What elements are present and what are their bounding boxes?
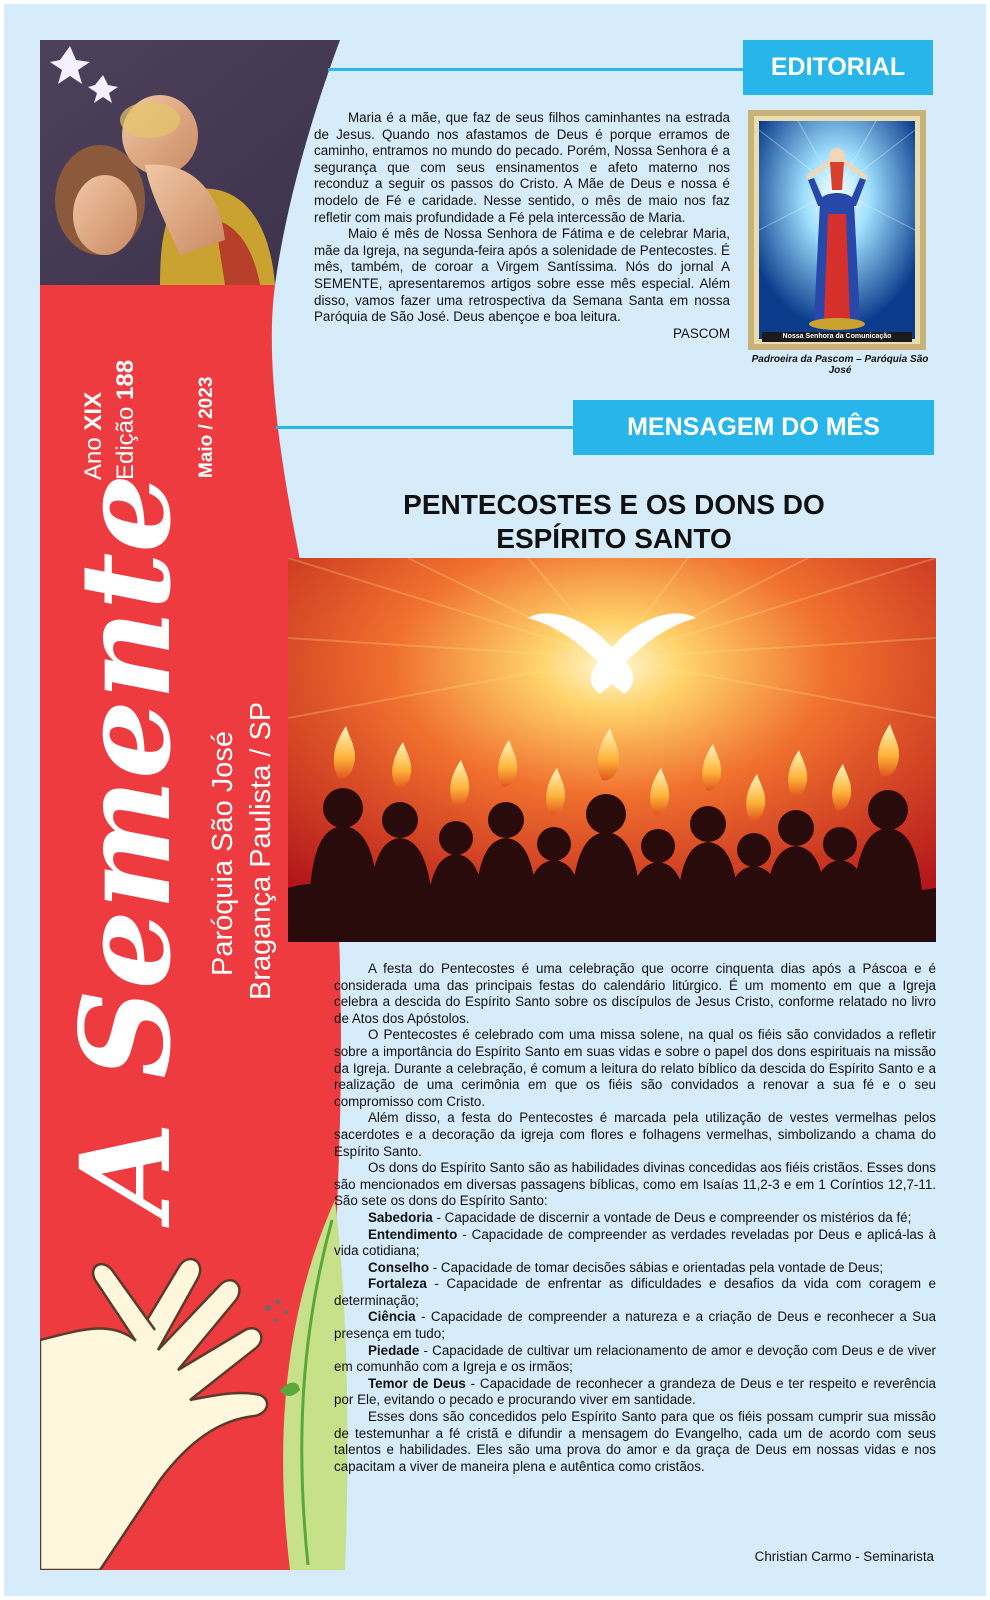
gift-description: - Capacidade de reconhecer a grandeza de Deus e ter respeito e reverência por Ele, evitando o pecado e procurando viver em santidade. bbox=[334, 1375, 936, 1408]
image-caption: Padroeira da Pascom – Paróquia São José bbox=[751, 354, 929, 376]
gift-item bbox=[334, 1276, 936, 1309]
editorial-paragraph: Maria é a mãe, que faz de seus filhos caminhantes na estrada de Jesus. Quando nos afastamos de Deus é porque erramos de caminho, entramos no mundo do pecado. Porém, Nossa Senhora é a segurança que com seus ensinamentos e afeto materno nos reconduz a seguir os passos do Cristo. A Mãe de Deus e nossa é modelo de Fé e caridade. Nesse sentido, o mês de maio nos faz refletir com mais profundidade a Fé pela intercessão de Maria. bbox=[314, 110, 730, 225]
image-label: Nossa Senhora da Comunicação bbox=[782, 333, 892, 340]
year-value: XIX bbox=[80, 391, 107, 431]
article-author: Christian Carmo - Seminarista bbox=[754, 1549, 934, 1564]
our-lady-image bbox=[748, 110, 926, 350]
gift-description: - Capacidade de discernir a vontade de Deus e compreender os mistérios da fé; bbox=[432, 1209, 912, 1225]
article-paragraph: O Pentecostes é celebrado com uma missa solene, na qual os fiéis são convidados a refletir sobre a importância do Espírito Santo em suas vidas e sobre o papel dos dons espirituais na missão da Igreja. Durante a celebração, é comum a leitura do relato bíblico da descida do Espírito Santo e a realização de uma cerimônia em que os fiéis são convidados a renovar a sua fé e o seu compromisso com Cristo. bbox=[334, 1027, 936, 1109]
gift-name: Entendimento bbox=[368, 1226, 458, 1242]
gift-item bbox=[334, 1376, 936, 1409]
edition-prefix: Edição bbox=[112, 406, 139, 480]
gift-description: - Capacidade de compreender a natureza e a criação de Deus e reconhecer a Sua presença em tudo; bbox=[334, 1309, 936, 1342]
article-title bbox=[284, 488, 944, 556]
gift-name: Temor de Deus bbox=[368, 1375, 466, 1391]
article-title-line: PENTECOSTES E OS DONS DO bbox=[403, 489, 825, 520]
article-body bbox=[334, 961, 936, 1475]
editorial-header: EDITORIAL bbox=[743, 40, 933, 95]
gift-name: Piedade bbox=[368, 1342, 420, 1358]
gift-name: Conselho bbox=[368, 1259, 430, 1275]
edition-label bbox=[112, 360, 140, 480]
article-paragraph: Os dons do Espírito Santo são as habilidades divinas concedidas aos fiéis cristãos. Esses dons são mencionados em diversas passagens bíblicas, como em Isaías 11,2-3 e em 1 Coríntios 12,7-11. São sete os dons do Espírito Santo: bbox=[334, 1160, 936, 1209]
pentecost-artwork bbox=[288, 558, 936, 942]
gift-description: - Capacidade de cultivar um relacionamento de amor e devoção com Deus e de viver em comunhão com a Igreja e os irmãos; bbox=[334, 1342, 936, 1375]
gift-item bbox=[334, 1260, 936, 1277]
our-lady-artwork bbox=[748, 110, 926, 350]
editorial-signature: PASCOM bbox=[672, 325, 730, 341]
newspaper-page bbox=[4, 4, 986, 1596]
editorial-text bbox=[314, 110, 730, 342]
gift-name: Ciência bbox=[368, 1309, 416, 1325]
gift-name: Sabedoria bbox=[368, 1209, 433, 1225]
editorial-paragraph: Maio é mês de Nossa Senhora de Fátima e de celebrar Maria, mãe da Igreja, na segunda-feira após a solenidade de Pentecostes. É mês, também, de coroar a Virgem Santíssima. Nós do jornal A SEMENTE, apresentaremos artigos sobre esse mês especial. Além disso, vamos fazer uma retrospectiva da Semana Santa em nossa Paróquia de São José. Deus abençoe e boa leitura. bbox=[314, 226, 730, 325]
gift-item bbox=[334, 1227, 936, 1260]
newspaper-title: A Semente bbox=[54, 473, 199, 1218]
gift-description: - Capacidade de compreender as verdades reveladas por Deus e aplicá-las à vida cotidiana; bbox=[334, 1226, 936, 1259]
parish-name: Paróquia São José bbox=[207, 730, 239, 976]
gift-item bbox=[334, 1309, 936, 1342]
gift-item bbox=[334, 1343, 936, 1376]
mensagem-rule bbox=[276, 426, 576, 429]
pentecost-illustration bbox=[288, 558, 936, 942]
article-closing: Esses dons são concedidos pelo Espírito Santo para que os fiéis possam cumprir sua missão de testemunhar a fé cristã e difundir a mensagem do Evangelho, cada um de acordo com seus talentos e habilidades. Eles são uma prova do amor e da graça de Deus em nossas vidas e nos capacitam a viver de maneira plena e autêntica como cristãos. bbox=[334, 1409, 936, 1474]
editorial-rule bbox=[328, 68, 748, 71]
gift-description: - Capacidade de tomar decisões sábias e orientadas pela vontade de Deus; bbox=[429, 1259, 884, 1275]
edition-value: 188 bbox=[112, 359, 139, 400]
parish-city: Bragança Paulista / SP bbox=[245, 701, 277, 1000]
article-paragraph: Além disso, a festa do Pentecostes é marcada pela utilização de vestes vermelhas pelos sacerdotes e a decoração da igreja com flores e folhagens vermelhas, simbolizando a chama do Espírito Santo. bbox=[334, 1110, 936, 1159]
gift-description: - Capacidade de enfrentar as dificuldades e desafios da vida com coragem e determinação; bbox=[334, 1276, 936, 1308]
mensagem-header: MENSAGEM DO MÊS bbox=[573, 400, 934, 455]
year-label bbox=[80, 392, 108, 480]
article-title-line: ESPÍRITO SANTO bbox=[496, 523, 732, 554]
article-paragraph: A festa do Pentecostes é uma celebração que ocorre cinquenta dias após a Páscoa e é considerada uma das principais festas do calendário litúrgico. É um momento em que a Igreja celebra a descida do Espírito Santo sobre os discípulos de Jesus Cristo, conforme relatado no livro de Atos dos Apóstolos. bbox=[334, 961, 936, 1026]
gift-item bbox=[334, 1210, 936, 1227]
gift-name: Fortaleza bbox=[368, 1276, 427, 1292]
year-prefix: Ano bbox=[80, 437, 107, 480]
issue-date: Maio / 2023 bbox=[196, 376, 217, 478]
